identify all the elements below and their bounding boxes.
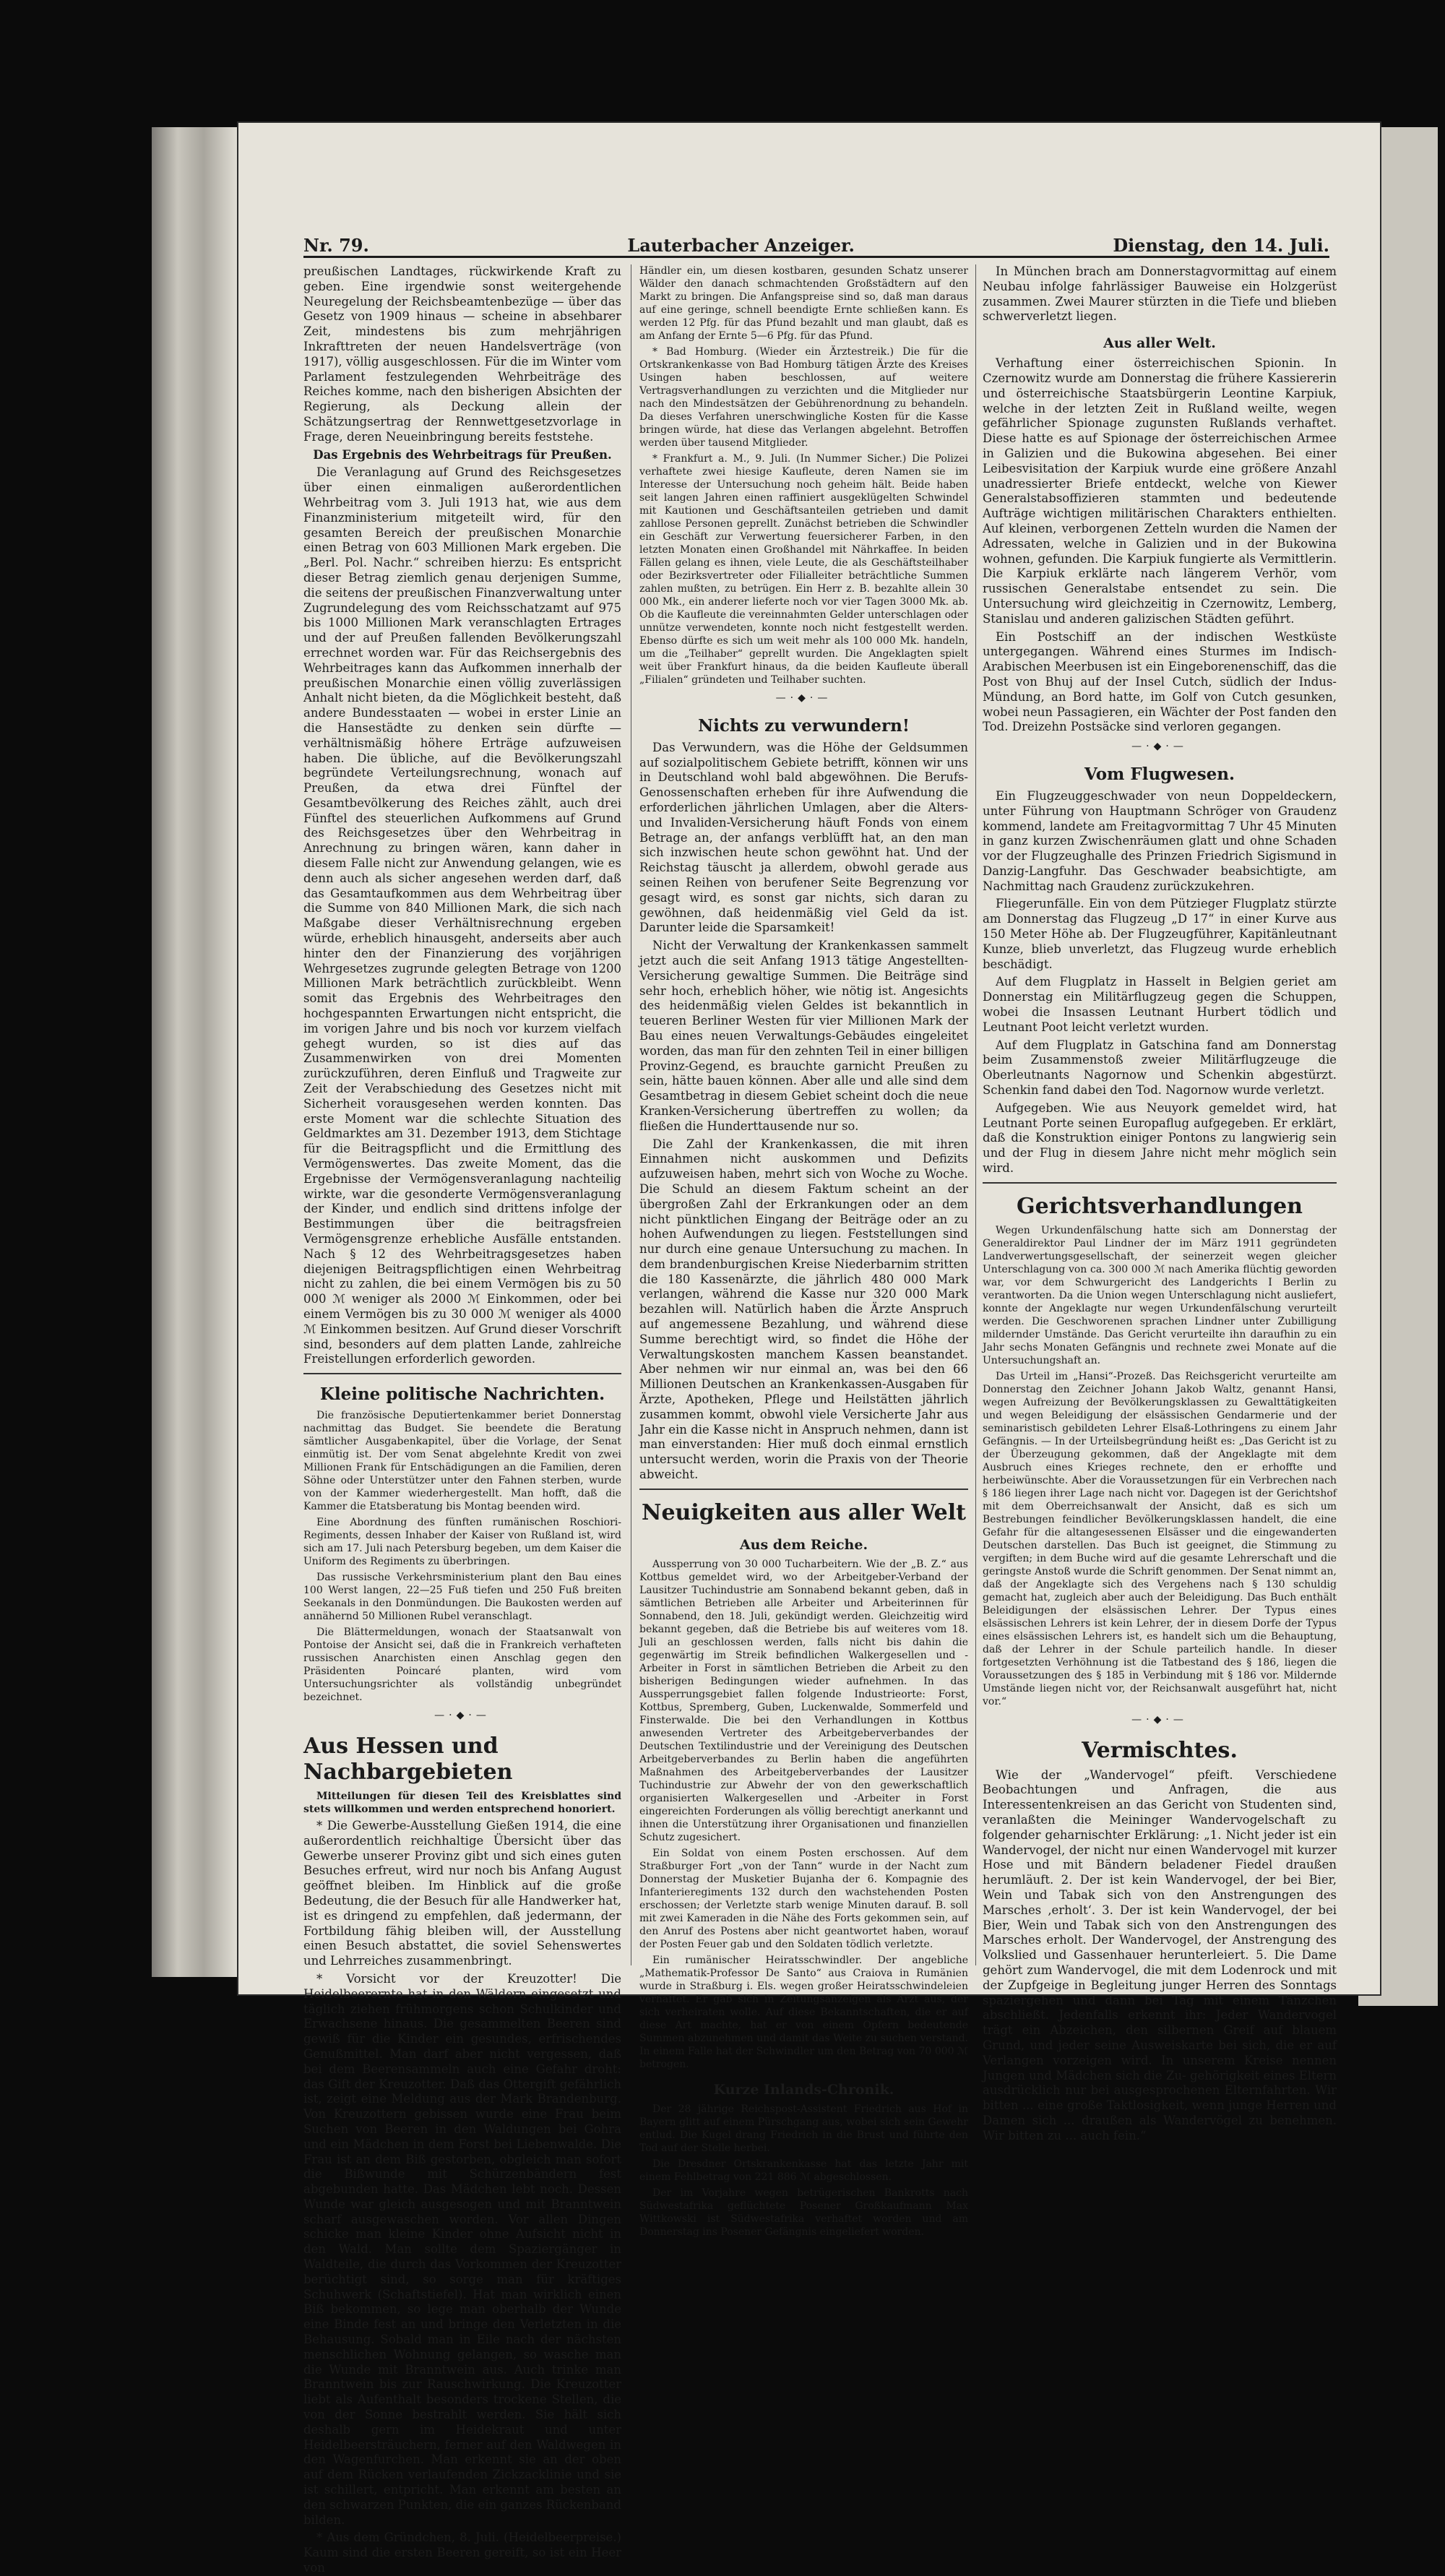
ornament-divider: —·◆·— [1131,741,1188,753]
article-paragraph: Nicht der Verwaltung der Krankenkassen sammelt jetzt auch die seit Anfang 1913 tätige Angestellten-Versicherung gewaltige Summen. Die Beiträge sind sehr hoch, erheblich höher, wie nötig ist. Angesichts des heidenmäßig vielen Geldes ist bekanntlich in teueren Berliner Westen für vier Millionen Mark der Bau eines neuen Verwaltungs-Gebäudes eingeleitet worden, das man für den zehnten Teil in einer billigen Provinz-Gegend, es brauchte garnicht Preußen zu sein, hätte bauen können. Aber alle und alle sind dem Gesamtbetrag in diesem Gebiet scheint doch die neue Kranken-Versicherung übertreffen zu wollen; da fließen die Hunderttausende nur so. [639,939,968,1133]
subsection-heading: Aus dem Reiche. [739,1536,868,1553]
news-item: Der im Vorjahre wegen betrügerischen Bankrotts nach Südwestafrika geflüchtete Posener Großkaufmann Max Wittkowski ist Südwestafrika verhaftet worden und am Donnerstag ins Posener Gefängnis eingeliefert worden. [639,2187,968,2238]
news-item: Eine Abordnung des fünften rumänischen Roschiori-Regiments, dessen Inhaber der Kaiser von Rußland ist, wird sich am 17. Juli nach Petersburg begeben, um dem Kaiser die Uniform des Regiments zu überbringen. [303,1517,621,1568]
issue-date: Dienstag, den 14. Juli. [1113,235,1329,256]
news-item: In München brach am Donnerstagvormittag auf einem Neubau infolge fahrlässiger Bauweise ein Holzgerüst zusammen. Zwei Maurer stürzten in die Tiefe und blieben schwerverletzt liegen. [983,264,1337,324]
book-page-edges [152,127,238,1977]
divider [303,1373,621,1374]
article-paragraph: Das Verwundern, was die Höhe der Geldsummen auf sozialpolitischem Gebiete betrifft, können wir uns in Deutschland wohl bald abgewöhnen. Die Berufs-Genossenschaften erheben für ihre Aufwendung die erforderlichen jährlichen Umlagen, aber die Alters- und Invaliden-Versicherung häuft Fonds von einem Betrage an, der anfangs verblüfft hat, an den man sich inzwischen heute schon gewöhnt hat. Und der Reichstag täuscht ja allerdem, obwohl gerade aus seinen Reihen von berufener Seite Begrenzung vor gesagt wird, es sonst gar nichts, sich daran zu gewöhnen, daß heidenmäßig viel Geld da ist. Darunter leide die Sparsamkeit! [639,740,968,935]
news-item: Auf dem Flugplatz in Hasselt in Belgien geriet am Donnerstag ein Militärflugzeug gegen die Schuppen, wobei die Insassen Leutnant Hurbert tödlich und Leutnant Poot leicht verletzt wurden. [983,975,1337,1034]
news-item: * Vorsicht vor der Kreuzotter! Die Heidelbeerernte hat in den Wäldern eingesetzt und täglich ziehen frühmorgens schon Schulkinder und Erwachsene hinaus. Die gesammelten Beeren sind gewiß für die Kinder ein gesundes, erfrischendes Genußmittel. Man darf aber nicht vergessen, daß bei dem Beerensammeln auch eine Gefahr droht: das Gift der Kreuzotter. Daß das Ottergift gefährlich ist, zeigt eine Meldung aus der Mark Brandenburg. Von Kreuzottern gebissen wurde eine Frau beim Suchen von Beeren in den Waldungen bei Gohra und ein Mädchen in dem Forst bei Liebenwalde. Die Frau ist an dem Biß gestorben, obgleich man sofort die Bißwunde mit Schürzenbändern fest abgebunden hatte. Das Mädchen lebt noch. Dessen Wunde war gleich ausgesogen und mit Branntwein scharf ausgewaschen worden. Vor allen Dingen schicke man kleine Kinder ohne Aufsicht nicht in den Wald. Man sollte dem Spaziergänger in Waldteile, die durch das Vorkommen der Kreuzotter berüchtigt sind, so sorge man für kräftiges Schuhwerk (Schaftstiefel). Hat man wirklich einen Biß bekommen, so lege man oberhalb der Wunde eine Binde fest an und bringe den Verletzten in die Behausung. Sobald man in Eile nach der nächsten menschlichen Wohnung gelangen, so wasche man die Wunde mit Branntwein aus. Auch trinke man Branntwein bis zur Rauschwirkung. Die Kreuzotter liebt als Aufenthalt besonders trockene Stellen, die von der Sonne bestrahlt werden. Sie hält sich deshalb gern im Heidekraut und unter Heidelbeersträuchern, ferner auf den Waldwegen in den Wagenfurchen. Man erkennt sie an der oben auf dem Rücken verlaufenden Zickzacklinie und sie ist schillert, entpricht. Man erkennt am besten an den schwarzen Punkten, die ein ganzes Rückenband bilden. [303,1971,621,2527]
news-item: Das russische Verkehrsministerium plant den Bau eines 100 Werst langen, 22—25 Fuß tiefen und 250 Fuß breiten Seekanals in den Donmündungen. Die Baukosten werden auf annähernd 50 Millionen Rubel veranschlagt. [303,1572,621,1623]
newspaper-title: Lauterbacher Anzeiger. [627,235,855,256]
news-item: Aufgegeben. Wie aus Neuyork gemeldet wird, hat Leutnant Porte seinen Europaflug aufgegeben. Er erklärt, daß die Konstruktion einiger Pontons zu langwierig sein und der Flug in diesem Jahre nicht mehr möglich sein wird. [983,1100,1337,1176]
news-item: Die Dresdner Ortskrankenkasse hat das letzte Jahr mit einem Fehlbetrag von 221 886 ℳ abgeschlossen. [639,2158,968,2183]
section-heading: Gerichtsverhandlungen [1017,1193,1303,1219]
news-item: Händler ein, um diesen kostbaren, gesunden Schatz unserer Wälder den danach schmachtenden Großstädtern auf den Markt zu bringen. Die Anfangspreise sind so, daß man daraus auf eine geringe, schnell beendigte Ernte schließen kann. Es werden 12 Pfg. für das Pfund bezahlt und man glaubt, daß es am Anfang der Ernte 5—6 Pfg. für das Pfund. [639,265,968,342]
column-rule [975,264,976,1965]
news-item: Verhaftung einer österreichischen Spionin. In Czernowitz wurde am Donnerstag die frühere Kassiererin und österreichische Staatsbürgerin Leontine Karpiuk, welche in der letzten Zeit in Rußland weilte, wegen gefährlicher Spionage zugunsten Rußlands verhaftet. Diese hatte es auf Spionage der österreichischen Armee in Galizien und die Bukowina abgesehen. Bei einer Leibesvisitation der Karpiuk wurde eine größere Anzahl unadressierter Briefe entdeckt, welche von Kiewer Generalstabsoffizieren stammten und bedeutende Aufträge wichtigen militärischen Charakters enthielten. Auf kleinen, verborgenen Zetteln wurden die Namen der Adressaten, welche in Galizien und in der Bukowina wohnen, gefunden. Die Karpiuk fungierte als Vermittlerin. Die Karpiuk erklärte nach längerem Verhör, vom russischen Generalstabe entsendet zu sein. Die Untersuchung wird gleichzeitig in Czernowitz, Lemberg, Stanislau und anderen galizischen Städten geführt. [983,356,1337,626]
divider [983,1182,1337,1184]
subsection-heading: Kurze Inlands-Chronik. [713,2081,894,2098]
news-item: Die Blättermeldungen, wonach der Staatsanwalt von Pontoise der Ansicht sei, daß die in Frankreich verhafteten russischen Anarchisten einen Anschlag gegen den Präsidenten Poincaré planten, wird vom Untersuchungsrichter als vollständig unbegründet bezeichnet. [303,1627,621,1704]
news-item: * Die Gewerbe-Ausstellung Gießen 1914, die eine außerordentlich reichhaltige Übersicht über das Gewerbe unserer Provinz gibt und sich eines guten Besuches erfreut, wird nur noch bis Anfang August geöffnet bleiben. Im Hinblick auf die große Bedeutung, die der Besuch für alle Handwerker hat, ist es dringend zu empfehlen, daß jedermann, der Fortbildung fähig bleiben will, der Ausstellung einen Besuch abstattet, die soviel Sehenswertes und Lehrreiches zusammenbringt. [303,1818,621,1968]
column-1 [303,264,621,2575]
column-2 [639,264,968,2238]
section-note: Mitteilungen für diesen Teil des Kreisblattes sind stets willkommen und werden entsprechend honoriert. [303,1790,621,1815]
section-heading: Vom Flugwesen. [1084,764,1235,784]
article-paragraph: preußischen Landtages, rückwirkende Kraft zu geben. Eine irgendwie sonst weitergehende Neuregelung der Reichsbeamtenbezüge — über das Gesetz von 1909 hinaus — scheine in absehbarer Zeit, mindestens bis zum mehrjährigen Inkrafttreten der neuen Handelsverträge (von 1917), völlig ausgeschlossen. Für die im Winter vom Parlament festzulegenden Wehrbeiträge des Reiches komme, nach den bisherigen Absichten der Regierung, als Deckung allein der Schätzungsertrag der Rennwettgesetzvorlage in Frage, deren Neueinbringung bereits feststehe. [303,264,621,444]
divider [639,1489,968,1490]
section-heading: Nichts zu verwundern! [698,715,910,736]
news-item: Aussperrung von 30 000 Tucharbeitern. Wie der „B. Z.“ aus Kottbus gemeldet wird, wo der Arbeitgeber-Verband der Lausitzer Tuchindustrie am Sonnabend bekannt geben, daß in sämtlichen Betrieben alle Arbeiter und Arbeiterinnen für Sonnabend, den 18. Juli, gekündigt werden. Gleichzeitig wird bekannt gegeben, daß die Betriebe bis auf weiteres vom 18. Juli an geschlossen werden, falls nicht bis dahin die gegenwärtig im Streik befindlichen Walkergesellen und -Arbeiter in Forst in sämtlichen Betrieben die Arbeit zu den bisherigen Bedingungen wieder aufnehmen. In das Aussperrungsgebiet fallen folgende Industrieorte: Forst, Kottbus, Spremberg, Guben, Luckenwalde, Sommerfeld und Finsterwalde. Die bei den Verhandlungen in Kottbus anwesenden Vertreter des Arbeitgeberverbandes der Deutschen Textilindustrie und der Vereinigung des Deutschen Arbeitgeberverbandes zu Berlin haben die angeführten Maßnahmen des Arbeitgeberverbandes der Lausitzer Tuchindustrie zur Abwehr der von den gewerkschaftlich organisierten Walkergesellen und -Arbeiter in Forst eingereichten Forderungen als völlig berechtigt anerkannt und ihnen die Unterstützung ihrer Organisationen und finanziellen Schutz zugesichert. [639,1558,968,1843]
section-heading: Neuigkeiten aus aller Welt [642,1499,966,1525]
section-heading: Vermischtes. [1082,1737,1238,1763]
news-item: Die französische Deputiertenkammer beriet Donnerstag nachmittag das Budget. Sie beendete die Beratung sämtlicher Ausgabenkapitel, über die Vorlage, der Senat einmütig ist. Der vom Senat abgelehnte Kredit von zwei Millionen Frank für Entschädigungen an die Familien, deren Söhne oder Unterstützer unter den Fahnen sterben, wurde von der Kammer wiederhergestellt. Man hofft, daß die Kammer die Etatsberatung bis Montag beenden wird. [303,1410,621,1513]
section-heading: Aus aller Welt. [1103,335,1216,352]
column-3 [983,264,1337,2142]
article-paragraph: Die Veranlagung auf Grund des Reichsgesetzes über einen einmaligen außerordentlichen Wehrbeitrag vom 3. Juli 1913 hat, wie aus dem Finanzministerium mitgeteilt wird, für den gesamten Bereich der preußischen Monarchie einen Betrag von 603 Millionen Mark ergeben. Die „Berl. Pol. Nachr.“ schreiben hierzu: Es entspricht dieser Betrag ziemlich genau derjenigen Summe, die seitens der preußischen Finanzverwaltung unter Zugrundelegung des vom Reichsschatzamt auf 975 bis 1000 Millionen Mark veranschlagten Ertrages und der auf Preußen fallenden Bevölkerungszahl errechnet worden war. Für das Reichsergebnis des Wehrbeitrages kann das Aufkommen innerhalb der preußischen Monarchie einen völlig zuverlässigen Anhalt nicht bieten, da die Möglichkeit besteht, daß andere Bundesstaaten — wobei in erster Linie an die Hansestädte zu denken sein dürfte — verhältnismäßig höhere Erträge aufzuweisen haben. Die übliche, auf die Bevölkerungszahl begründete Verteilungsrechnung, wonach auf Preußen, da etwa drei Fünftel der Gesamtbevölkerung des Reiches zählt, auch drei Fünftel des steuerlichen Aufkommens auf Grund des Reichsgesetzes über den Wehrbeitrag in Anrechnung zu bringen wären, kann daher in diesem Falle nicht zur Anwendung gelangen, wie es denn auch als sicher angesehen werden darf, daß das Gesamtaufkommen aus dem Wehrbeitrag über die Summe von 840 Millionen Mark, die sich nach Maßgabe dieser Verhältnisrechnung ergeben würde, erheblich hinausgeht, anderseits aber auch hinter den der Finanzierung des vorjährigen Wehrgesetzes zugrunde gelegten Betrage von 1200 Millionen Mark beträchtlich zurückbleibt. Wenn somit das Ergebnis des Wehrbeitrages den hochgespannten Erwartungen nicht entspricht, die im vorigen Jahre und bis noch vor kurzem vielfach gehegt wurden, so ist dies auf das Zusammenwirken von drei Momenten zurückzuführen, deren Einfluß und Tragweite zur Zeit der Verabschiedung des Gesetzes nicht mit Sicherheit vorausgesehen werden konnten. Das erste Moment war die schlechte Situation des Geldmarktes am 31. Dezember 1913, dem Stichtage für die Beitragspflicht und die Ermittlung des Vermögenswertes. Das zweite Moment, das die Ergebnisse der Vermögensveranlagung nachteilig wirkte, war die gesonderte Vermögensveranlagung der Kinder, und endlich sind drittens infolge der Bestimmungen über die beitragsfreien Vermögensgrenze erhebliche Ausfälle entstanden. Nach § 12 des Wehrbeitragsgesetzes haben diejenigen Beitragspflichtigen einen Wehrbeitrag nicht zu zahlen, die bei einem Vermögen bis zu 50 000 ℳ weniger als 2000 ℳ Einkommen, oder bei einem Vermögen bis zu 30 000 ℳ weniger als 4000 ℳ Einkommen besitzen. Auf Grund dieser Vorschrift sind, besonders auf dem platten Lande, zahlreiche Freistellungen erforderlich geworden. [303,465,621,1366]
news-item: Ein rumänischer Heiratsschwindler. Der angebliche „Mathematik-Professor De Santo“ aus Craiova in Rumänien wurde in Straßburg i. Els. wegen großer Heiratsschwindeleien verhaftet. Er gab sich in Zeitungsanzeigen als Arzt aus, der sich verheiraten wolle. Auf diese Bekanntschaften, die er auf diese Art machte, hat er von einem Opfern bedeutende Summen abzunehmen und damit das Weite zu suchen verstand. In einem Falle hat der Schwindler um den Betrag von 70 000 ℳ betrogen. [639,1954,968,2070]
news-item: Auf dem Flugplatz in Gatschina fand am Donnerstag beim Zusammenstoß zweier Militärflugzeuge die Oberleutnants Nagornow und Schenkin abgestürzt. Schenkin fand dabei den Tod. Nagornow wurde verletzt. [983,1038,1337,1098]
ornament-divider: —·◆·— [434,1710,491,1722]
ornament-divider: —·◆·— [1131,1713,1188,1726]
news-item: Wie der „Wandervogel“ pfeift. Verschiedene Beobachtungen und Anfragen, die aus Interessentenkreisen an das Gericht von Studenten sind, veranlaßten die Meininger Wandervogelschaft zu folgender geharnischter Erklärung: „1. Nicht jeder ist ein Wandervogel, der nicht nur einen Wandervogel mit kurzer Hose und mit Bändern beladener Fiedel draußen herumläuft. 2. Der ist kein Wandervogel, der bei Bier, Wein und Tabak sich von den Anstrengungen des Marsches ‚erholt‘. 3. Der ist kein Wandervogel, der bei Bier, Wein und Tabak sich von den Anstrengungen des Marsches erholt. Der Wandervogel, der Anstrengung des Volkslied und Gassenhauer herunterleiert. 5. Die Dame gehört zum Wandervogel, die mit dem Lodenrock und mit der Zupfgeige in Begleitung junger Herren des Sonntags spaziergehen und dann bei Tag mit einem Tänzchen abschließt. Jedenfalls erkennt ihr: Jeder Wandervogel trägt ein Abzeichen, den silbernen Greif auf blauem Grund, und jeder seine Ausweiskarte bei sich, die er auf Verlangen vorzeigen wird. In unserem Kreise nennen Jungen und Mädchen sich die Zu- gehörigkeit eines Eltern ausdrücklich nur bei ausgesprochenen Elternfahrten. Wir bitten ... eine große Taktlosigkeit, wenn junge Herren und Damen sich ... draußen als Wandervögel zu benehmen. Wir bitten zu ... auch fein.“ [983,1767,1337,2142]
news-item: Fliegerunfälle. Ein von dem Pützieger Flugplatz stürzte am Donnerstag das Flugzeug „D 17“ in einer Kurve aus 150 Meter Höhe ab. Der Flugzeugführer, Kapitänleutnant Kunze, blieb unverletzt, das Flugzeug wurde erheblich beschädigt. [983,897,1337,971]
article-paragraph: Die Zahl der Krankenkassen, die mit ihren Einnahmen nicht auskommen und Defizits aufzuweisen haben, mehrt sich von Woche zu Woche. Die Schuld an diesem Faktum scheint an der übergroßen Zahl der Erkrankungen oder an dem nicht pünktlichen Eingang der Beiträge oder an zu hohen Aufwendungen zu liegen. Feststellungen sind nur durch eine genaue Untersuchung zu machen. In dem brandenburgischen Kreise Niederbarnim stritten die 180 Kassenärzte, die jährlich 480 000 Mark verlangen, während die Kasse nur 320 000 Mark bezahlen will. Natürlich haben die Ärzte Anspruch auf angemessene Bezahlung, und während diese Summe berechtigt wird, so findet die Höhe der Verwaltungskosten manchem Kassen beanstandet. Aber nehmen wir nur einmal an, was bei den 66 Millionen Deutschen an Krankenkassen-Ausgaben für Ärzte, Apotheken, Pflege und Heilstätten jährlich zusammen kommt, obwohl viele Versicherte Jahr aus Jahr ein die Kasse nicht in Anspruch nehmen, dann ist man einverstanden: Hier muß doch einmal ernstlich untersucht werden, worin die Praxis von der Theorie abweicht. [639,1137,968,1482]
news-item: Das Urteil im „Hansi“-Prozeß. Das Reichsgericht verurteilte am Donnerstag den Zeichner Johann Jakob Waltz, genannt Hansi, wegen Aufreizung der Bevölkerungsklassen zu Gewalttätigkeiten und wegen Beleidigung der elsässischen Gendarmerie und der seminaristisch gebildeten Lehrer Elsaß-Lothringens zu einem Jahr Gefängnis. — In der Urteilsbegründung heißt es: „Das Gericht ist zu der Überzeugung gekommen, daß der Angeklagte mit dem Ausbruch eines Krieges rechnete, den er erhoffte und herbeiwünschte. Aber die Voraussetzungen für ein Verbrechen nach § 186 liegen ihrer Lage nach nicht vor. Dagegen ist der Gerichtshof mit dem Oberreichsanwalt der Ansicht, daß es sich um Bestrebungen feindlicher Bevölkerungsklassen handelt, die eine Gefahr für die altangesessenen Elsässer und die eingewanderten Deutschen darstellen. Das Buch ist geeignet, die Stimmung zu vergiften; in dem Buche wird auf die gesamte Lehrerschaft und die geringste Anstoß wurde die Schrift genommen. Der Senat nimmt an, daß der Angeklagte sich des Vergehens nach § 130 schuldig gemacht hat, zugleich aber auch der Beleidigung. Das Buch enthält Beleidigungen der elsässischen Lehrer. Der Typus eines elsässischen Lehrers ist kein Lehrer, der in diesem Dorfe der Typus eines elsässischen Lehrers ist, es handelt sich um die Behauptung, daß der Lehrer in der Schule parteilich handle. In dieser fortgesetzten Verhöhnung ist die Tatbestand des § 186, liegen die Voraussetzungen des § 185 in Verbindung mit § 186 vor. Mildernde Umstände liegen nicht vor, der Reichsanwalt ausgeführt hat, nicht vor.“ [983,1370,1337,1707]
news-item: Wegen Urkundenfälschung hatte sich am Donnerstag der Generaldirektor Paul Lindner der im März 1911 gegründeten Landverwertungsgesellschaft, der seinerzeit wegen gleicher Unterschlagung von ca. 300 000 ℳ nach Amerika flüchtig geworden war, vor dem Schwurgericht des Landgerichts I Berlin zu verantworten. Da die Union wegen Unterschlagung nicht ausliefert, konnte der Angeklagte nur wegen Urkundenfälschung verurteilt werden. Die Geschworenen sprachen Lindner unter Zubilligung mildernder Umstände. Das Gericht verurteilte ihn daraufhin zu ein Jahr sechs Monaten Gefängnis und rechnete zwei Monate auf die Untersuchungshaft an. [983,1224,1337,1366]
newspaper-page [238,123,1380,2575]
news-item: Ein Flugzeuggeschwader von neun Doppeldeckern, unter Führung von Hauptmann Schröger von Graudenz kommend, landete am Freitagvormittag 7 Uhr 45 Minuten in ganz kurzen Zwischenräumen glatt und ohne Schaden vor der Flugzeughalle des Prinzen Friedrich Sigismund in Danzig-Langfuhr. Das Geschwader beabsichtigte, am Nachmittag nach Graudenz zurückzukehren. [983,788,1337,893]
section-heading: Kleine politische Nachrichten. [319,1384,605,1405]
masthead [303,224,1329,258]
ornament-divider: —·◆·— [775,692,832,704]
issue-number: Nr. 79. [303,235,369,256]
news-item: Ein Soldat von einem Posten erschossen. Auf dem Straßburger Fort „von der Tann“ wurde in der Nacht zum Donnerstag der Musketier Bujanha der 6. Kompagnie des Infanterieregiments 132 durch den wachstehenden Posten erschossen; der Verletzte starb wenige Minuten darauf. B. soll mit zwei Kameraden in die Nähe des Forts gekommen sein, auf den Anruf des Postens aber nicht geantwortet haben, worauf der Posten Feuer gab und den Soldaten tödlich verletzte. [639,1847,968,1950]
news-item: Der 28 jährige Reichspost-Assistent Friedrich aus Hof in Bayern glitt auf einem Pürschgang aus, wobei sich sein Gewehr entlud. Die Kugel drang Friedrich in die Brust und führte den Tod auf der Stelle herbei. [639,2103,968,2154]
section-heading: Aus Hessen und Nachbargebieten [303,1733,513,1785]
article-heading: Das Ergebnis des Wehrbeitrags für Preußen. [313,447,612,462]
news-item: * Frankfurt a. M., 9. Juli. (In Nummer Sicher.) Die Polizei verhaftete zwei hiesige Kaufleute, deren Namen sie im Interesse der Untersuchung noch geheim hält. Beide haben seit langen Jahren einen raffiniert ausgeklügelten Schwindel mit Kautionen und Geschäftsanteilen getrieben und damit zahllose Personen geprellt. Zunächst betrieben die Schwindler ein Geschäft zur Verwertung feuersicherer Farben, in den letzten Monaten einen Großhandel mit Nährkaffee. In beiden Fällen gelang es ihnen, viele Leute, die als Geschäftsteilhaber oder Bezirksvertreter oder Filialleiter beträchtliche Summen zahlen mußten, zu betrügen. Ein Herr z. B. bezahlte allein 30 000 Mk., ein anderer lieferte noch vor vier Tagen 3000 Mk. ab. Ob die Kaufleute die vereinnahmten Gelder unterschlagen oder unnütze verwendeten, konnte noch nicht festgestellt werden. Ebenso dürfte es sich um weit mehr als 100 000 Mk. handeln, um die „Teilhaber“ geprellt wurden. Die Angeklagten spielt weit über Frankfurt hinaus, da die beiden Kaufleute überall „Filialen“ gründeten und Teilhaber suchten. [639,453,968,686]
news-item: * Bad Homburg. (Wieder ein Ärztestreik.) Die für die Ortskrankenkasse von Bad Homburg tätigen Ärzte des Kreises Usingen haben beschlossen, auf weitere Vertragsverhandlungen zu verzichten und die Mitglieder nur nach den Mindestsätzen der Gebührenordnung zu behandeln. Da dieses Verfahren unerschwingliche Kosten für die Kasse bringen würde, hat diese das Verlangen abgelehnt. Betroffen werden über tausend Mitglieder. [639,346,968,449]
news-item: * Aus dem Gründchen, 8. Juli. (Heidelbeerpreise.) Kaum sind die ersten Beeren gereift, so ist ein Heer von [303,2530,621,2575]
news-item: Ein Postschiff an der indischen Westküste untergegangen. Während eines Sturmes im Indisch-Arabischen Meerbusen ist ein Eingeborenenschiff, das die Post von Bhuj auf der Insel Cutch, südlich der Indus-Mündung, an Bord hatte, im Golf von Cutch gesunken, wobei neun Passagieren, ein Wächter der Post fanden den Tod. Dreizehn Postsäcke sind verloren gegangen. [983,629,1337,734]
